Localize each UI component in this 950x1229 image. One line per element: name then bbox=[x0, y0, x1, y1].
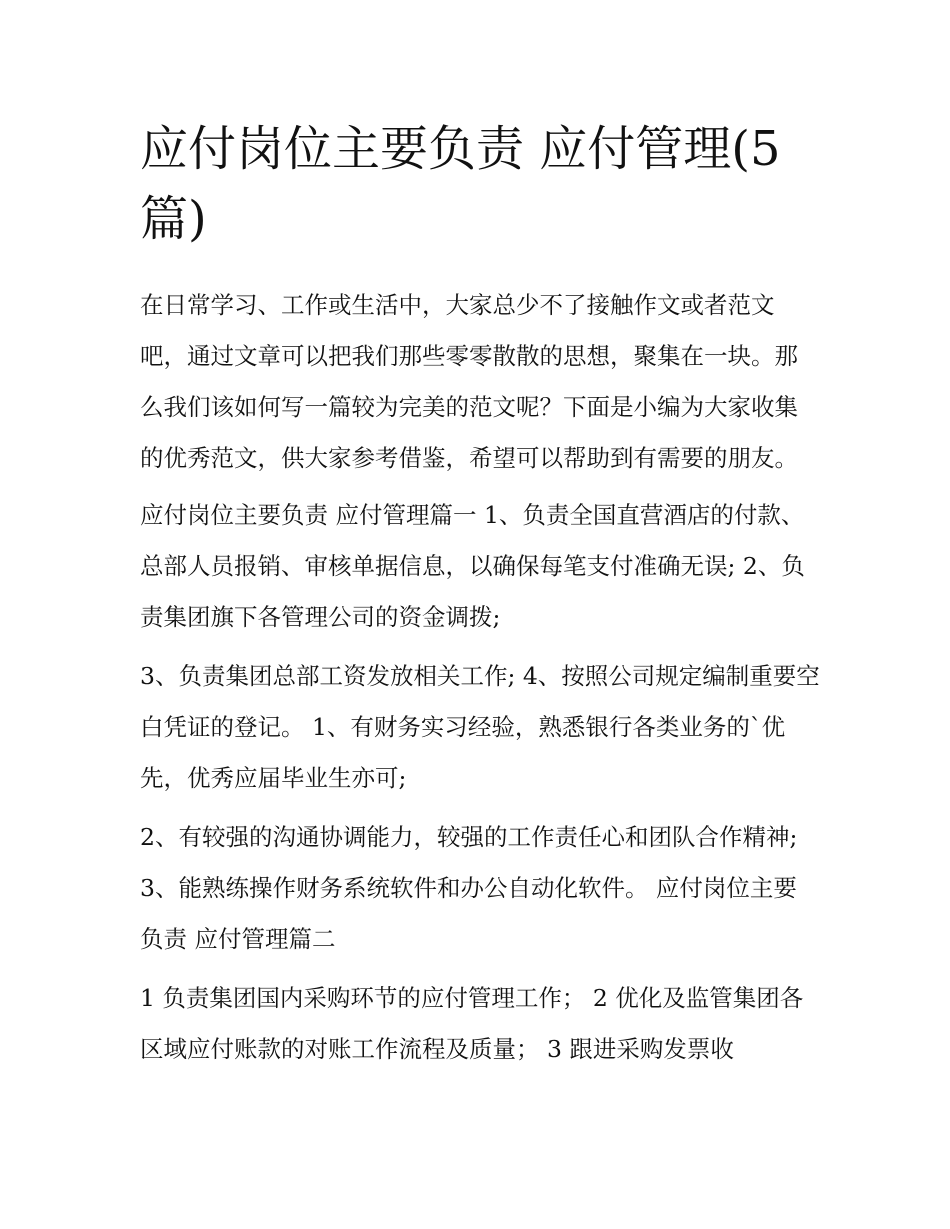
paragraph-intro: 在日常学习、工作或生活中，大家总少不了接触作文或者范文吧，通过文章可以把我们那些零零散散的思想，聚集在一块。那么我们该如何写一篇较为完美的范文呢？下面是小编为大家收集的优秀范文，供大家参考借鉴，希望可以帮助到有需要的朋友。 bbox=[140, 291, 798, 472]
paragraph-4: 1 负责集团国内采购环节的应付管理工作； 2 优化及监管集团各区域应付账款的对账工作流程及质量； 3 跟进采购发票收 bbox=[140, 984, 804, 1063]
paragraph-2: 3、负责集团总部工资发放相关工作; 4、按照公司规定编制重要空白凭证的登记。 1、有财务实习经验，熟悉银行各类业务的`优先，优秀应届毕业生亦可; bbox=[140, 662, 820, 792]
document-title: 应付岗位主要负责 应付管理(5篇) bbox=[140, 121, 781, 247]
document-body bbox=[140, 280, 820, 1083]
paragraph-1: 应付岗位主要负责 应付管理篇一 1、负责全国直营酒店的付款、总部人员报销、审核单据信息，以确保每笔支付准确无误; 2、负责集团旗下各管理公司的资金调拨; bbox=[140, 501, 805, 631]
paragraph-3: 2、有较强的沟通协调能力，较强的工作责任心和团队合作精神; 3、能熟练操作财务系统软件和办公自动化软件。 应付岗位主要负责 应付管理篇二 bbox=[140, 823, 798, 953]
